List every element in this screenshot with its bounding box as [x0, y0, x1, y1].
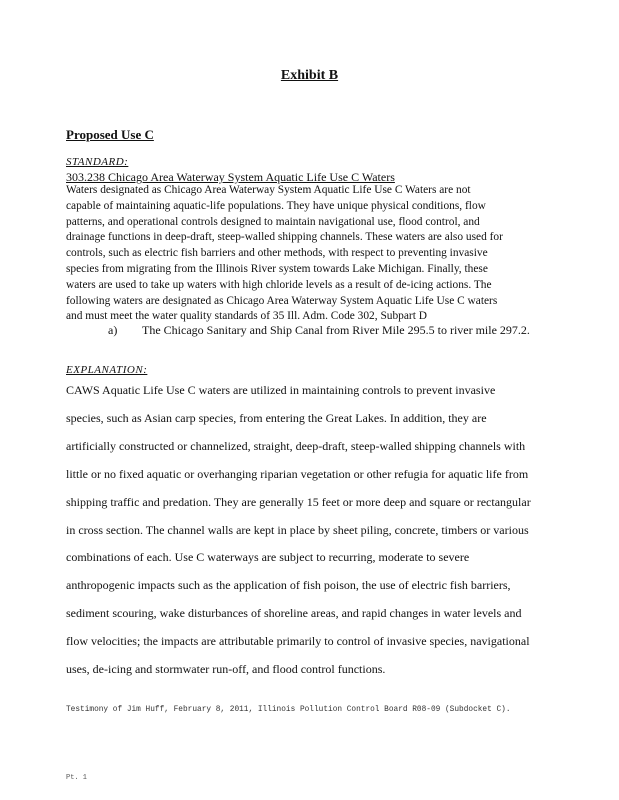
standard-heading: 303.238 Chicago Area Waterway System Aquatic Life Use C Waters	[66, 170, 395, 184]
explanation-line: combinations of each. Use C waterways are subject to recurring, moderate to severe	[66, 550, 470, 565]
standard-line: following waters are designated as Chicago Area Waterway System Aquatic Life Use C waters	[66, 294, 498, 307]
list-marker: a)	[108, 323, 118, 337]
page-number: Pt. 1	[66, 774, 88, 782]
standard-line: controls, such as electric fish barriers and other methods, with respect to preventing invasive	[66, 247, 488, 260]
explanation-paragraph	[66, 377, 546, 684]
explanation-line: species, such as Asian carp species, from entering the Great Lakes. In addition, they are	[66, 410, 487, 425]
proposed-use-heading: Proposed Use C	[66, 127, 154, 142]
list-item-a	[108, 323, 530, 338]
explanation-line: sediment scouring, wake disturbances of shoreline areas, and rapid changes in water levels and	[66, 606, 522, 621]
standard-label: STANDARD:	[66, 156, 129, 168]
footnote-citation: Testimony of Jim Huff, February 8, 2011, Illinois Pollution Control Board R08-09 (Subdocket C).	[66, 706, 511, 714]
explanation-line: flow velocities; the impacts are attributable primarily to control of invasive species, navigational	[66, 634, 530, 649]
standard-line: and must meet the water quality standards of 35 Ill. Adm. Code 302, Subpart D	[66, 310, 427, 323]
standard-line: waters are used to take up waters with high chloride levels as a result of de-icing actions. The	[66, 278, 492, 291]
explanation-line: shipping traffic and predation. They are generally 15 feet or more deep and square or rectangular	[66, 494, 531, 509]
explanation-line: anthropogenic impacts such as the application of fish poison, the use of electric fish barriers,	[66, 578, 511, 593]
explanation-line: uses, de-icing and stormwater run-off, and flood control functions.	[66, 662, 386, 677]
explanation-line: in cross section. The channel walls are kept in place by sheet piling, concrete, timbers or various	[66, 522, 529, 537]
explanation-line: artificially constructed or channelized, straight, deep-draft, steep-walled shipping channels with	[66, 438, 526, 453]
standard-line: patterns, and operational controls designed to maintain navigational use, flood control, and	[66, 215, 480, 228]
standard-line: drainage functions in deep-draft, steep-walled shipping channels. These waters are also used for	[66, 231, 503, 244]
explanation-line: little or no fixed aquatic or overhanging riparian vegetation or other refugia for aquatic life from	[66, 466, 529, 481]
explanation-label: EXPLANATION:	[66, 364, 148, 376]
standard-line: species from migrating from the Illinois River system towards Lake Michigan. Finally, these	[66, 262, 488, 275]
standard-paragraph	[66, 183, 541, 325]
explanation-line: CAWS Aquatic Life Use C waters are utilized in maintaining controls to prevent invasive	[66, 383, 496, 397]
exhibit-title: Exhibit B	[280, 68, 339, 83]
list-item-text: The Chicago Sanitary and Ship Canal from River Mile 295.5 to river mile 297.2.	[142, 323, 530, 337]
standard-line: Waters designated as Chicago Area Waterway System Aquatic Life Use C Waters are not	[66, 184, 471, 196]
standard-line: capable of maintaining aquatic-life populations. They have unique physical conditions, flow	[66, 199, 486, 212]
